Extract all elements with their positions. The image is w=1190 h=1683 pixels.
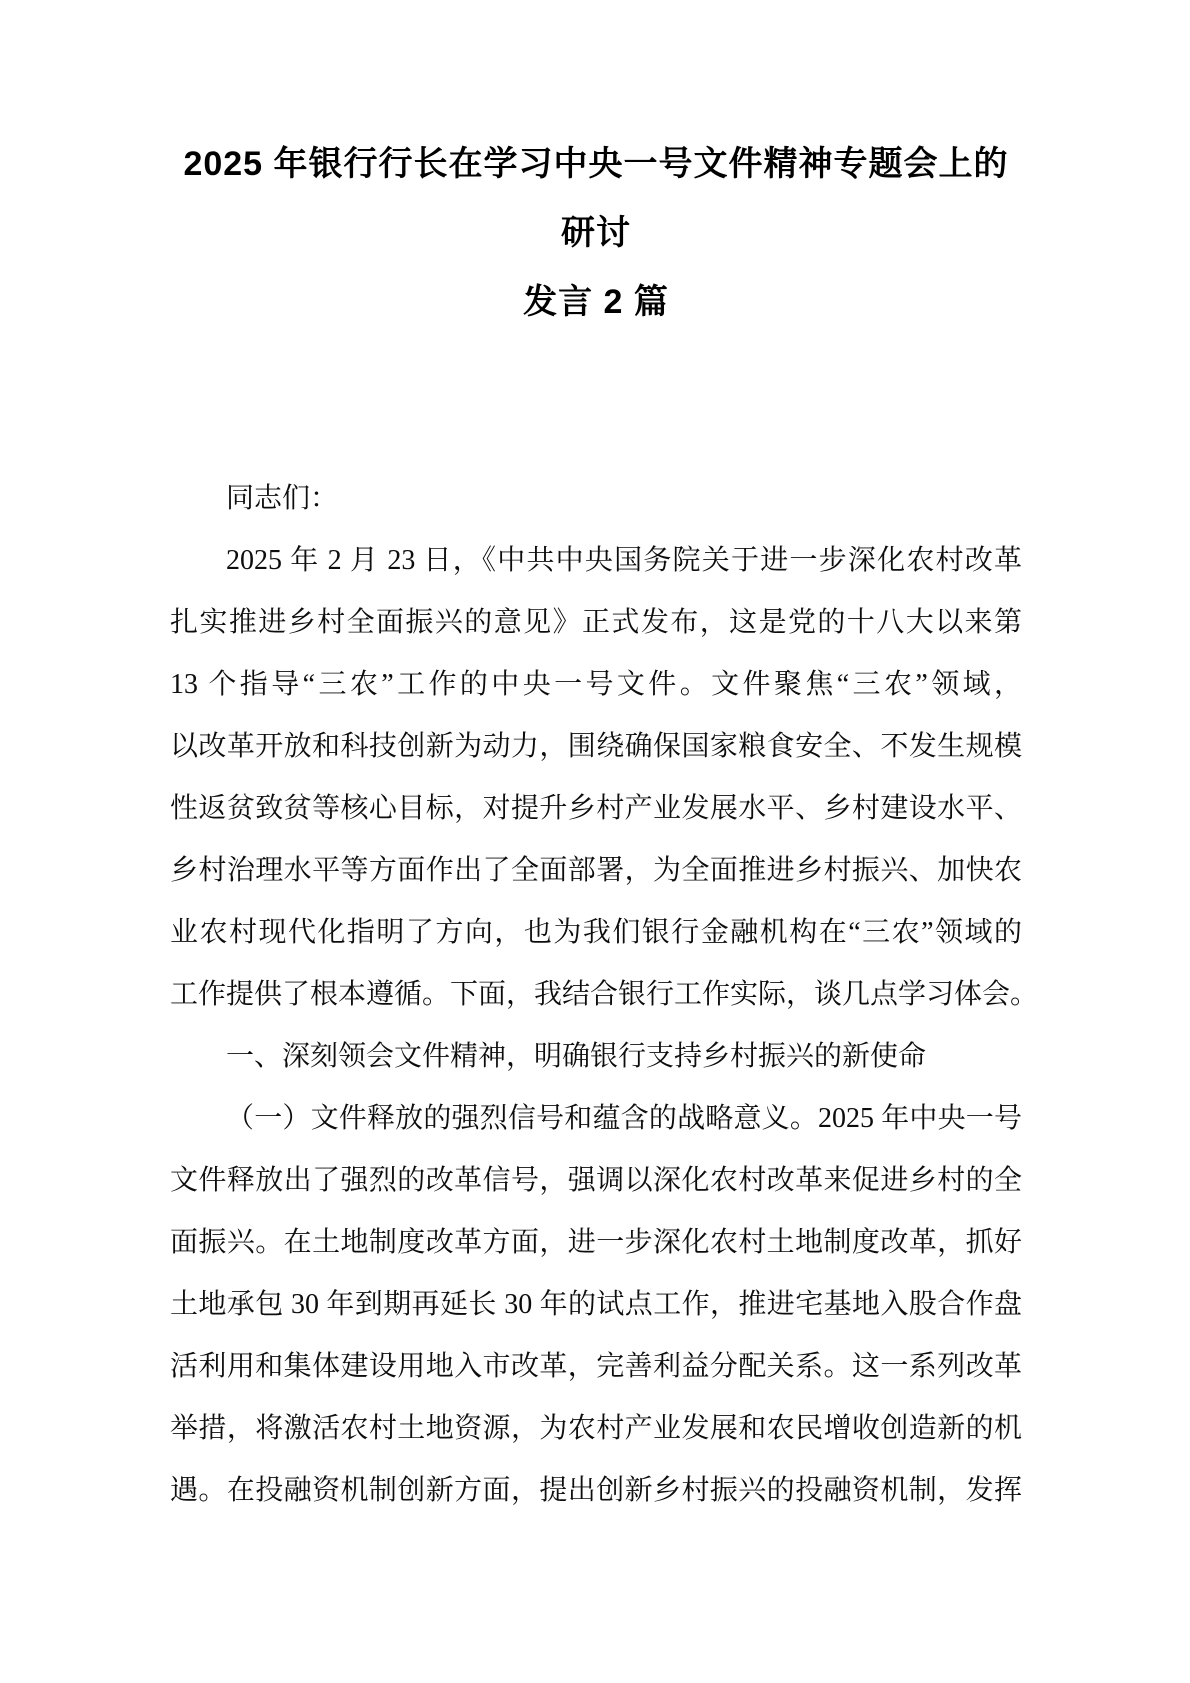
body-line: 工作提供了根本遵循。下面，我结合银行工作实际，谈几点学习体会。 xyxy=(170,979,1039,1010)
body-line: 面振兴。在土地制度改革方面，进一步深化农村土地制度改革，抓好 xyxy=(170,1227,1022,1258)
body-line: 2025 年 2 月 23 日，《中共中央国务院关于进一步深化农村改革 xyxy=(226,545,1022,576)
title-line-2: 发言 2 篇 xyxy=(523,283,669,321)
document-title xyxy=(170,130,1022,337)
body-line: 乡村治理水平等方面作出了全面部署，为全面推进乡村振兴、加快农 xyxy=(170,855,1022,886)
body-line: 13 个指导“三农”工作的中央一号文件。文件聚焦“三农”领域， xyxy=(170,669,1022,700)
body-line: 以改革开放和科技创新为动力，围绕确保国家粮食安全、不发生规模 xyxy=(170,731,1022,762)
body-line: 活利用和集体建设用地入市改革，完善利益分配关系。这一系列改革 xyxy=(170,1351,1022,1382)
body-line: 文件释放出了强烈的改革信号，强调以深化农村改革来促进乡村的全 xyxy=(170,1165,1022,1196)
body-line: 土地承包 30 年到期再延长 30 年的试点工作，推进宅基地入股合作盘 xyxy=(170,1289,1022,1320)
title-line-1: 2025 年银行行长在学习中央一号文件精神专题会上的研讨 xyxy=(183,145,1009,252)
body-line: 同志们： xyxy=(226,483,339,514)
body-line: 举措，将激活农村土地资源，为农村产业发展和农民增收创造新的机 xyxy=(170,1413,1022,1444)
body-line: 扎实推进乡村全面振兴的意见》正式发布，这是党的十八大以来第 xyxy=(170,607,1022,638)
section-heading: 一、深刻领会文件精神，明确银行支持乡村振兴的新使命 xyxy=(226,1041,927,1072)
body-line: 业农村现代化指明了方向，也为我们银行金融机构在“三农”领域的 xyxy=(170,917,1022,948)
document-body xyxy=(170,468,1039,1522)
body-line: （一）文件释放的强烈信号和蕴含的战略意义。2025 年中央一号 xyxy=(226,1103,1022,1134)
body-line: 遇。在投融资机制创新方面，提出创新乡村振兴的投融资机制，发挥 xyxy=(170,1475,1022,1506)
body-line: 性返贫致贫等核心目标，对提升乡村产业发展水平、乡村建设水平、 xyxy=(170,793,1022,824)
